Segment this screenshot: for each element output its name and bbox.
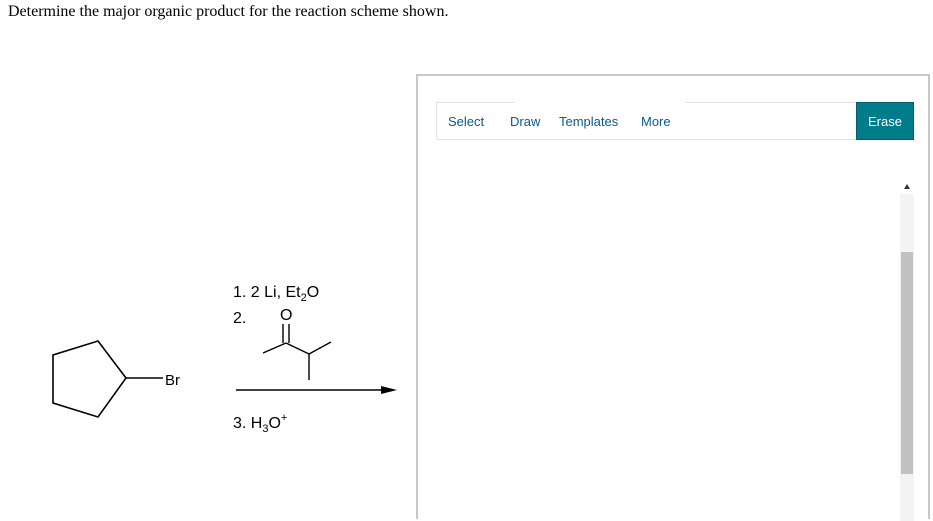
drawing-canvas[interactable]	[418, 142, 898, 521]
step3-text: 3. $H_3O^+$	[233, 412, 288, 435]
draw-menu[interactable]: Draw	[510, 114, 541, 129]
methyl-bond	[263, 343, 286, 353]
reaction-arrow-head	[381, 386, 397, 394]
templates-menu[interactable]: Templates	[559, 114, 619, 129]
reaction-scheme	[0, 0, 416, 519]
toolbar-gap	[515, 102, 685, 103]
vertical-scrollbar[interactable]	[900, 180, 914, 521]
question-text: Determine the major organic product for the reaction scheme shown.	[8, 3, 449, 20]
scroll-thumb[interactable]	[901, 252, 913, 474]
more-menu[interactable]: More	[641, 114, 671, 129]
carbonyl-isopropyl-bond	[286, 343, 309, 354]
scroll-track[interactable]	[900, 194, 914, 521]
br-label: Br	[165, 372, 180, 389]
step2-label: 2.	[233, 310, 247, 327]
step1-text: 1. 2 Li, $Et_2O$	[233, 284, 320, 304]
erase-button[interactable]: Erase	[856, 102, 914, 140]
editor-toolbar	[436, 102, 914, 140]
cyclopentane-ring	[53, 341, 126, 417]
scroll-up-arrow-icon[interactable]	[900, 180, 914, 194]
carbonyl-oxygen: O	[280, 307, 293, 324]
structure-editor	[416, 74, 930, 519]
isopropyl-bond-up	[309, 342, 331, 354]
select-tool[interactable]: Select	[448, 114, 485, 129]
